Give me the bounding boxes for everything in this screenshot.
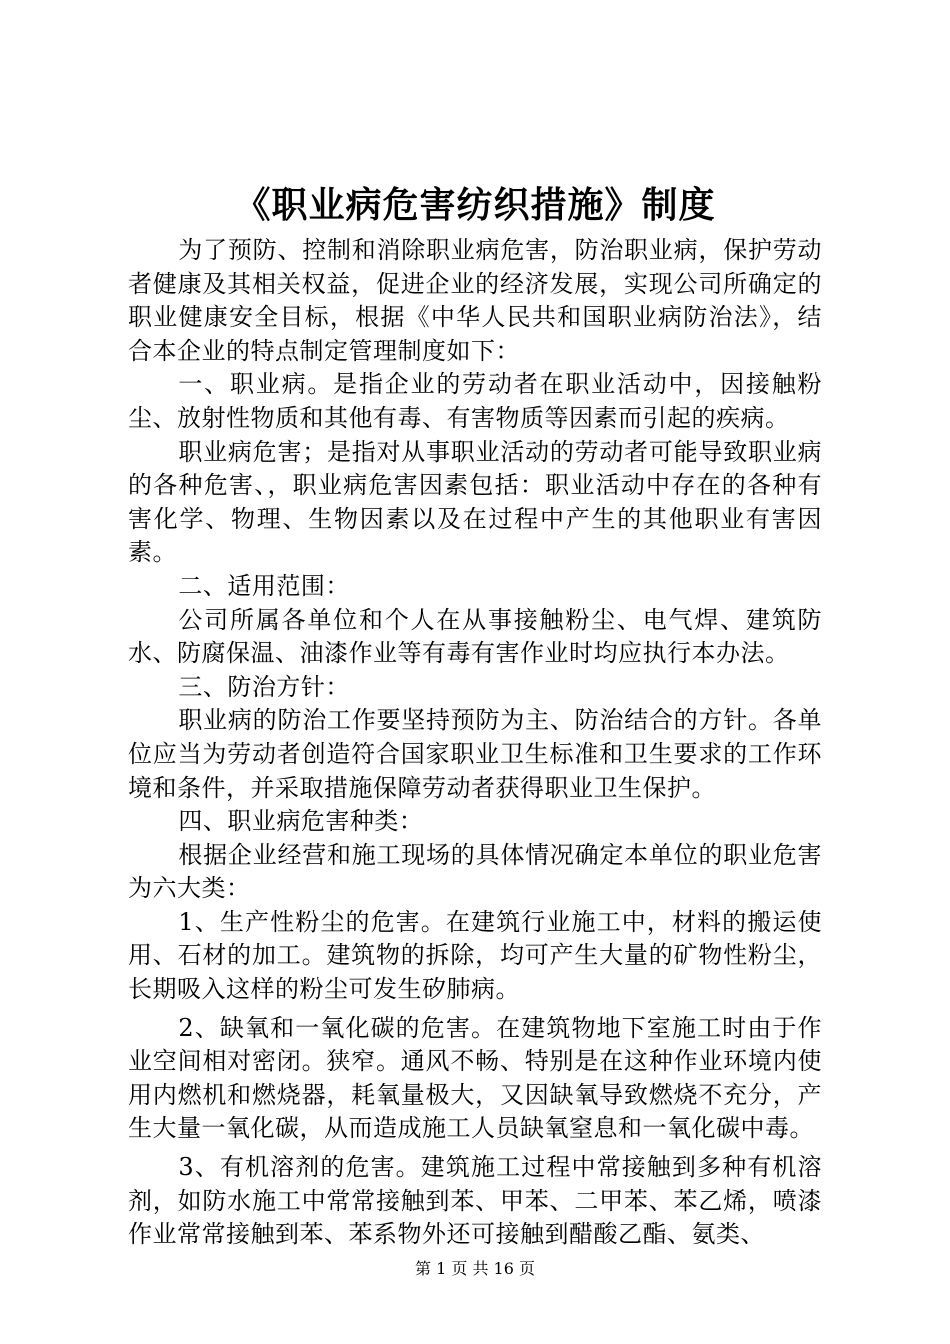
paragraph-section-4-heading: 四、职业病危害种类： — [178, 807, 424, 836]
paragraph-scope: 公司所属各单位和个人在从事接触粉尘、电气焊、建筑防水、防腐保温、油漆作业等有毒有害作业时均应执行本办法。 — [128, 605, 822, 668]
paragraph-section-3-heading: 三、防治方针： — [178, 672, 350, 701]
paragraph-item-1: 1、生产性粉尘的危害。在建筑行业施工中，材料的搬运使用、石材的加工。建筑物的拆除，均可产生大量的矿物性粉尘，长期吸入这样的粉尘可发生矽肺病。 — [128, 907, 822, 1004]
paragraph-section-1: 一、职业病。是指企业的劳动者在职业活动中，因接触粉尘、放射性物质和其他有毒、有害物质等因素而引起的疾病。 — [128, 370, 822, 432]
document-title: 《职业病危害纺织措施》制度 — [234, 185, 716, 226]
paragraph-policy: 职业病的防治工作要坚持预防为主、防治结合的方针。各单位应当为劳动者创造符合国家职业卫生标准和卫生要求的工作环境和条件，并采取措施保障劳动者获得职业卫生保护。 — [128, 706, 822, 802]
document-body — [128, 234, 822, 1252]
paragraph-item-2: 2、缺氧和一氧化碳的危害。在建筑物地下室施工时由于作业空间相对密闭。狭窄。通风不畅、特别是在这种作业环境内使用内燃机和燃烧器，耗氧量极大，又因缺氧导致燃烧不充分，产生大量一氧化碳，从而造成施工人员缺氧窒息和一氧化碳中毒。 — [128, 1013, 822, 1143]
paragraph-section-2-heading: 二、适用范围： — [178, 571, 350, 600]
page-footer: 第 1 页 共 16 页 — [415, 1259, 535, 1278]
paragraph-hazard-definition: 职业病危害；是指对从事职业活动的劳动者可能导致职业病的各种危害、，职业病危害因素包括：职业活动中存在的各种有害化学、物理、生物因素以及在过程中产生的其他职业有害因素。 — [128, 437, 822, 567]
paragraph-item-3: 3、有机溶剂的危害。建筑施工过程中常接触到多种有机溶剂，如防水施工中常常接触到苯、甲苯、二甲苯、苯乙烯，喷漆作业常常接触到苯、苯系物外还可接触到醋酸乙酯、氨类、 — [128, 1153, 822, 1249]
paragraph-intro: 为了预防、控制和消除职业病危害，防治职业病，保护劳动者健康及其相关权益，促进企业的经济发展，实现公司所确定的职业健康安全目标，根据《中华人民共和国职业病防治法》，结合本企业的特点制定管理制度如下： — [128, 236, 822, 365]
paragraph-categories-intro: 根据企业经营和施工现场的具体情况确定本单位的职业危害为六大类： — [128, 840, 822, 903]
